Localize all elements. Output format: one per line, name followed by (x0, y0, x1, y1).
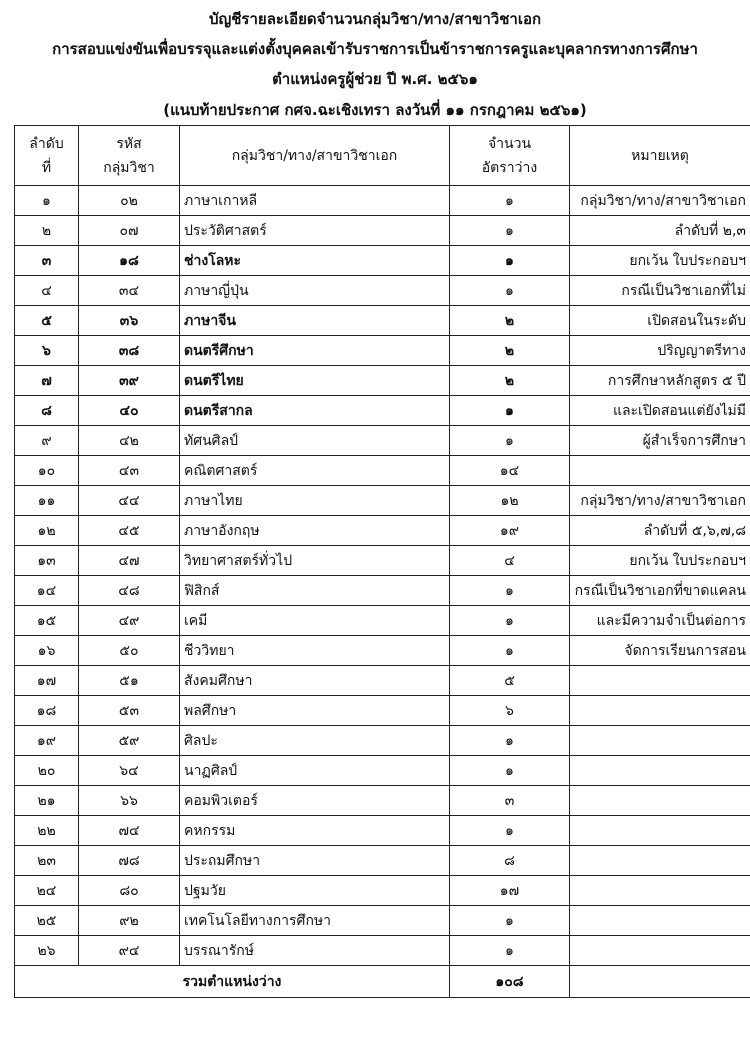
column-header-note (570, 126, 750, 186)
row-code: ๓๙ (79, 366, 180, 396)
row-code: ๓๘ (79, 336, 180, 366)
table-row (15, 276, 750, 306)
row-note: กลุ่มวิชา/ทาง/สาขาวิชาเอก (570, 186, 750, 216)
column-header-note-label: หมายเหตุ (631, 147, 689, 164)
row-no: ๑๑ (15, 486, 79, 516)
row-note: การศึกษาหลักสูตร ๕ ปี (570, 366, 750, 396)
row-no: ๑๖ (15, 636, 79, 666)
row-subject: คอมพิวเตอร์ (180, 786, 450, 816)
total-note-cell (570, 966, 750, 998)
row-subject: ชีววิทยา (180, 636, 450, 666)
document-subtitle: การสอบแข่งขันเพื่อบรรจุและแต่งตั้งบุคคลเข้ารับราชการเป็นข้าราชการครูและบุคลากรทางการศึกษา (52, 40, 698, 58)
total-count: ๑๐๘ (450, 966, 570, 998)
row-code: ๗๘ (79, 846, 180, 876)
column-header-code-line1: รหัส (116, 135, 142, 152)
row-note (570, 906, 750, 936)
table-row (15, 576, 750, 606)
row-subject: ดนตรีศึกษา (180, 336, 450, 366)
column-header-subject-label: กลุ่มวิชา/ทาง/สาขาวิชาเอก (231, 147, 398, 164)
row-code: ๔๓ (79, 456, 180, 486)
table-row (15, 336, 750, 366)
table-row (15, 606, 750, 636)
row-count: ๘ (450, 846, 570, 876)
table-row (15, 546, 750, 576)
row-count: ๔ (450, 546, 570, 576)
row-code: ๕๑ (79, 666, 180, 696)
row-count: ๑ (450, 576, 570, 606)
row-code: ๕๓ (79, 696, 180, 726)
row-no: ๑๐ (15, 456, 79, 486)
row-count: ๑ (450, 636, 570, 666)
row-code: ๗๔ (79, 816, 180, 846)
row-subject: ดนตรีไทย (180, 366, 450, 396)
row-count: ๑ (450, 246, 570, 276)
row-note (570, 876, 750, 906)
row-code: ๔๘ (79, 576, 180, 606)
row-note: กลุ่มวิชา/ทาง/สาขาวิชาเอก (570, 486, 750, 516)
row-code: ๔๐ (79, 396, 180, 426)
table-row (15, 846, 750, 876)
row-count: ๒ (450, 336, 570, 366)
row-note (570, 786, 750, 816)
row-subject: พลศึกษา (180, 696, 450, 726)
row-no: ๒๒ (15, 816, 79, 846)
row-subject: ฟิสิกส์ (180, 576, 450, 606)
document-title: บัญชีรายละเอียดจำนวนกลุ่มวิชา/ทาง/สาขาวิชาเอก (208, 10, 542, 28)
row-code: ๔๒ (79, 426, 180, 456)
row-count: ๑ (450, 906, 570, 936)
row-note: ลำดับที่ ๕,๖,๗,๘ (570, 516, 750, 546)
row-subject: ประวัติศาสตร์ (180, 216, 450, 246)
row-count: ๒ (450, 366, 570, 396)
row-note: กรณีเป็นวิชาเอกที่ขาดแคลน (570, 576, 750, 606)
row-note: และเปิดสอนแต่ยังไม่มี (570, 396, 750, 426)
row-no: ๖ (15, 336, 79, 366)
row-code: ๙๒ (79, 906, 180, 936)
total-row (15, 966, 750, 998)
row-code: ๙๔ (79, 936, 180, 966)
row-note: ผู้สำเร็จการศึกษา (570, 426, 750, 456)
row-code: ๔๙ (79, 606, 180, 636)
row-no: ๒๐ (15, 756, 79, 786)
column-header-no-line2: ที่ (41, 159, 52, 176)
row-note: จัดการเรียนการสอน (570, 636, 750, 666)
row-subject: วิทยาศาสตร์ทั่วไป (180, 546, 450, 576)
row-code: ๕๐ (79, 636, 180, 666)
table-row (15, 396, 750, 426)
column-header-count (450, 126, 570, 186)
row-no: ๑๒ (15, 516, 79, 546)
row-no: ๔ (15, 276, 79, 306)
row-no: ๒๖ (15, 936, 79, 966)
row-no: ๑๓ (15, 546, 79, 576)
row-code: ๐๒ (79, 186, 180, 216)
position-title: ตำแหน่งครูผู้ช่วย ปี พ.ศ. ๒๕๖๑ (272, 70, 478, 88)
row-subject: ช่างโลหะ (180, 246, 450, 276)
table-row (15, 816, 750, 846)
row-count: ๑ (450, 606, 570, 636)
table-row (15, 306, 750, 336)
table-row (15, 246, 750, 276)
row-note (570, 846, 750, 876)
row-code: ๑๘ (79, 246, 180, 276)
row-subject: ปฐมวัย (180, 876, 450, 906)
row-no: ๑๙ (15, 726, 79, 756)
column-header-count-line2: อัตราว่าง (481, 159, 538, 176)
row-count: ๑ (450, 756, 570, 786)
row-no: ๒๓ (15, 846, 79, 876)
row-subject: ภาษาเกาหลี (180, 186, 450, 216)
row-note (570, 816, 750, 846)
row-subject: คณิตศาสตร์ (180, 456, 450, 486)
row-count: ๑๔ (450, 456, 570, 486)
row-note (570, 456, 750, 486)
row-note: ยกเว้น ใบประกอบฯ (570, 546, 750, 576)
row-code: ๖๖ (79, 786, 180, 816)
row-code: ๕๙ (79, 726, 180, 756)
total-label: รวมตำแหน่งว่าง (15, 966, 450, 998)
row-count: ๑ (450, 216, 570, 246)
row-count: ๖ (450, 696, 570, 726)
row-subject: ภาษาไทย (180, 486, 450, 516)
row-code: ๖๔ (79, 756, 180, 786)
row-note (570, 696, 750, 726)
row-count: ๑๙ (450, 516, 570, 546)
row-note (570, 936, 750, 966)
table-row (15, 636, 750, 666)
row-code: ๔๔ (79, 486, 180, 516)
row-subject: ศิลปะ (180, 726, 450, 756)
column-header-code (79, 126, 180, 186)
table-row (15, 786, 750, 816)
table-row (15, 906, 750, 936)
table-row (15, 216, 750, 246)
row-no: ๒ (15, 216, 79, 246)
announcement-reference: (แนบท้ายประกาศ กศจ.ฉะเชิงเทรา ลงวันที่ ๑๑ กรกฎาคม ๒๕๖๑) (163, 101, 587, 119)
row-subject: สังคมศึกษา (180, 666, 450, 696)
row-note: ปริญญาตรีทาง (570, 336, 750, 366)
row-code: ๘๐ (79, 876, 180, 906)
row-count: ๑๒ (450, 486, 570, 516)
table-row (15, 366, 750, 396)
row-note: ยกเว้น ใบประกอบฯ (570, 246, 750, 276)
vacancy-table (14, 125, 750, 998)
row-no: ๒๕ (15, 906, 79, 936)
row-no: ๑๘ (15, 696, 79, 726)
row-count: ๑ (450, 936, 570, 966)
row-code: ๓๖ (79, 306, 180, 336)
column-header-subject (180, 126, 450, 186)
row-note: และมีความจำเป็นต่อการ (570, 606, 750, 636)
row-count: ๑ (450, 726, 570, 756)
row-count: ๒ (450, 306, 570, 336)
table-row (15, 936, 750, 966)
row-count: ๓ (450, 786, 570, 816)
row-no: ๑๗ (15, 666, 79, 696)
row-subject: คหกรรม (180, 816, 450, 846)
row-subject: เคมี (180, 606, 450, 636)
table-row (15, 666, 750, 696)
row-no: ๓ (15, 246, 79, 276)
column-header-no-line1: ลำดับ (29, 135, 64, 152)
row-subject: ภาษาอังกฤษ (180, 516, 450, 546)
table-row (15, 456, 750, 486)
row-note (570, 726, 750, 756)
row-code: ๔๕ (79, 516, 180, 546)
column-header-no (15, 126, 79, 186)
row-no: ๑ (15, 186, 79, 216)
row-count: ๑ (450, 276, 570, 306)
table-row (15, 486, 750, 516)
row-no: ๒๔ (15, 876, 79, 906)
row-no: ๑๔ (15, 576, 79, 606)
row-note: เปิดสอนในระดับ (570, 306, 750, 336)
table-row (15, 426, 750, 456)
row-no: ๘ (15, 396, 79, 426)
column-header-count-line1: จำนวน (487, 135, 532, 152)
row-subject: ภาษาจีน (180, 306, 450, 336)
row-note: กรณีเป็นวิชาเอกที่ไม่ (570, 276, 750, 306)
table-row (15, 756, 750, 786)
row-no: ๕ (15, 306, 79, 336)
row-count: ๑๗ (450, 876, 570, 906)
row-subject: ดนตรีสากล (180, 396, 450, 426)
row-no: ๒๑ (15, 786, 79, 816)
row-subject: นาฏศิลป์ (180, 756, 450, 786)
row-code: ๓๔ (79, 276, 180, 306)
row-code: ๔๗ (79, 546, 180, 576)
row-subject: เทคโนโลยีทางการศึกษา (180, 906, 450, 936)
table-row (15, 696, 750, 726)
row-subject: บรรณารักษ์ (180, 936, 450, 966)
row-no: ๑๕ (15, 606, 79, 636)
row-no: ๙ (15, 426, 79, 456)
row-no: ๗ (15, 366, 79, 396)
row-subject: ทัศนศิลป์ (180, 426, 450, 456)
row-note: ลำดับที่ ๒,๓ (570, 216, 750, 246)
row-subject: ภาษาญี่ปุ่น (180, 276, 450, 306)
row-count: ๑ (450, 816, 570, 846)
row-note (570, 756, 750, 786)
row-count: ๑ (450, 186, 570, 216)
row-count: ๑ (450, 396, 570, 426)
table-header-row (15, 126, 750, 186)
row-subject: ประถมศึกษา (180, 846, 450, 876)
table-row (15, 876, 750, 906)
table-row (15, 516, 750, 546)
row-note (570, 666, 750, 696)
row-count: ๑ (450, 426, 570, 456)
table-row (15, 186, 750, 216)
column-header-code-line2: กลุ่มวิชา (103, 159, 155, 176)
row-count: ๕ (450, 666, 570, 696)
table-row (15, 726, 750, 756)
row-code: ๐๗ (79, 216, 180, 246)
